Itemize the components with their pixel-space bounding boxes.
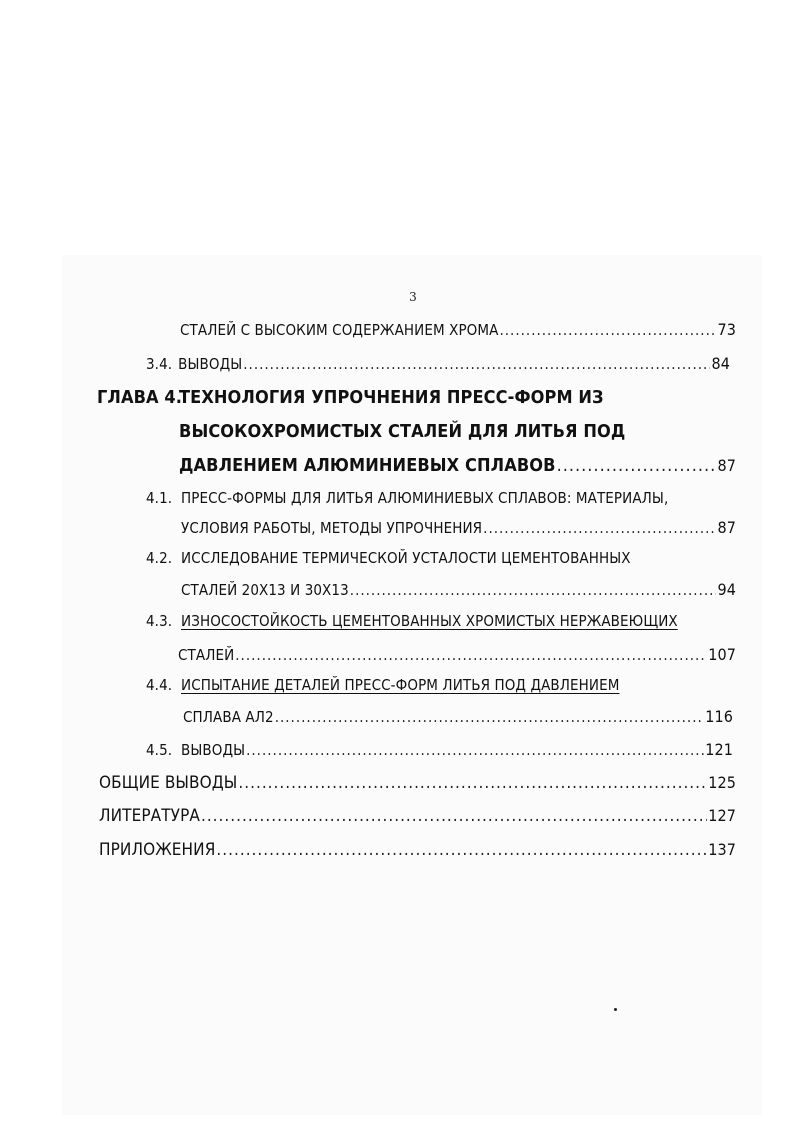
toc-entry-title: ВЫВОДЫ bbox=[178, 355, 243, 373]
toc-entry-title: ИСПЫТАНИЕ ДЕТАЛЕЙ ПРЕСС-ФОРМ ЛИТЬЯ ПОД ДАВЛЕНИЕМ bbox=[181, 676, 620, 694]
toc-entry bbox=[99, 806, 736, 826]
toc-entry-page: 87 bbox=[717, 518, 736, 537]
toc-entry-title: СТАЛЕЙ bbox=[178, 646, 235, 664]
toc-entry-title: ПРЕСС-ФОРМЫ ДЛЯ ЛИТЬЯ АЛЮМИНИЕВЫХ СПЛАВОВ: МАТЕРИАЛЫ, bbox=[181, 489, 669, 507]
toc-entry-title: СПЛАВА АЛ2 bbox=[183, 708, 274, 726]
toc-leader-dots bbox=[275, 708, 705, 726]
toc-entry bbox=[99, 773, 736, 793]
toc-entry-page: 84 bbox=[711, 354, 730, 373]
toc-entry-title: СТАЛЕЙ С ВЫСОКИМ СОДЕРЖАНИЕМ ХРОМА bbox=[180, 321, 499, 339]
toc-entry-page: 87 bbox=[717, 456, 736, 475]
toc-entry-page: 125 bbox=[708, 773, 736, 792]
toc-entry bbox=[99, 840, 736, 860]
toc-entry-title: СТАЛЕЙ 20Х13 И 30Х13 bbox=[181, 581, 349, 599]
toc-entry bbox=[183, 707, 733, 726]
toc-leader-dots bbox=[216, 840, 707, 860]
toc-leader-dots bbox=[201, 806, 707, 826]
toc-leader-dots bbox=[350, 581, 717, 599]
toc-entry bbox=[180, 320, 736, 339]
toc-entry bbox=[146, 676, 736, 694]
toc-entry-number: 4.3. bbox=[146, 612, 173, 630]
page-number: 3 bbox=[409, 290, 417, 304]
toc-leader-dots bbox=[246, 741, 704, 759]
toc-entry-page: 107 bbox=[708, 645, 736, 664]
toc-entry-page: 137 bbox=[708, 840, 736, 859]
toc-entry bbox=[146, 354, 730, 373]
toc-entry bbox=[181, 580, 736, 599]
toc-entry bbox=[146, 740, 733, 759]
toc-entry-number: 4.5. bbox=[146, 741, 173, 759]
toc-entry-title: УСЛОВИЯ РАБОТЫ, МЕТОДЫ УПРОЧНЕНИЯ bbox=[181, 519, 483, 537]
toc-entry bbox=[181, 518, 736, 537]
toc-entry bbox=[179, 455, 736, 476]
toc-entry-number: 4.2. bbox=[146, 549, 173, 567]
toc-entry-title: ОБЩИЕ ВЫВОДЫ bbox=[99, 773, 238, 793]
toc-entry-title: ИССЛЕДОВАНИЕ ТЕРМИЧЕСКОЙ УСТАЛОСТИ ЦЕМЕНТОВАННЫХ bbox=[181, 549, 631, 567]
toc-chapter-number: ГЛАВА 4. bbox=[97, 387, 183, 408]
toc-chapter-heading bbox=[97, 387, 697, 408]
toc-entry bbox=[146, 612, 736, 630]
toc-entry-title: ЛИТЕРАТУРА bbox=[99, 806, 200, 826]
toc-entry bbox=[146, 489, 736, 507]
toc-leader-dots bbox=[483, 519, 716, 537]
toc-entry-title: ТЕХНОЛОГИЯ УПРОЧНЕНИЯ ПРЕСС-ФОРМ ИЗ bbox=[179, 387, 604, 408]
toc-entry-title: ИЗНОСОСТОЙКОСТЬ ЦЕМЕНТОВАННЫХ ХРОМИСТЫХ НЕРЖАВЕЮЩИХ bbox=[181, 612, 678, 630]
toc-entry-number: 4.4. bbox=[146, 676, 173, 694]
toc-entry-title: ВЫСОКОХРОМИСТЫХ СТАЛЕЙ ДЛЯ ЛИТЬЯ ПОД bbox=[179, 421, 626, 442]
toc-entry-number: 4.1. bbox=[146, 489, 173, 507]
toc-leader-dots bbox=[235, 646, 707, 664]
toc-leader-dots bbox=[238, 773, 707, 793]
toc-entry bbox=[146, 549, 736, 567]
scan-speck bbox=[614, 1008, 617, 1011]
toc-chapter-heading-line bbox=[179, 421, 719, 442]
toc-entry-page: 73 bbox=[717, 320, 736, 339]
toc-entry-title: ВЫВОДЫ bbox=[181, 741, 246, 759]
toc-entry bbox=[178, 645, 736, 664]
toc-leader-dots bbox=[499, 321, 716, 339]
toc-entry-title: ДАВЛЕНИЕМ АЛЮМИНИЕВЫХ СПЛАВОВ bbox=[179, 455, 556, 476]
toc-entry-title: ПРИЛОЖЕНИЯ bbox=[99, 840, 216, 860]
toc-entry-page: 127 bbox=[708, 806, 736, 825]
toc-leader-dots bbox=[243, 355, 710, 373]
toc-entry-number: 3.4. bbox=[146, 355, 173, 373]
toc-leader-dots bbox=[557, 455, 717, 476]
toc-entry-page: 94 bbox=[717, 580, 736, 599]
toc-entry-page: 116 bbox=[705, 707, 733, 726]
toc-entry-page: 121 bbox=[705, 740, 733, 759]
